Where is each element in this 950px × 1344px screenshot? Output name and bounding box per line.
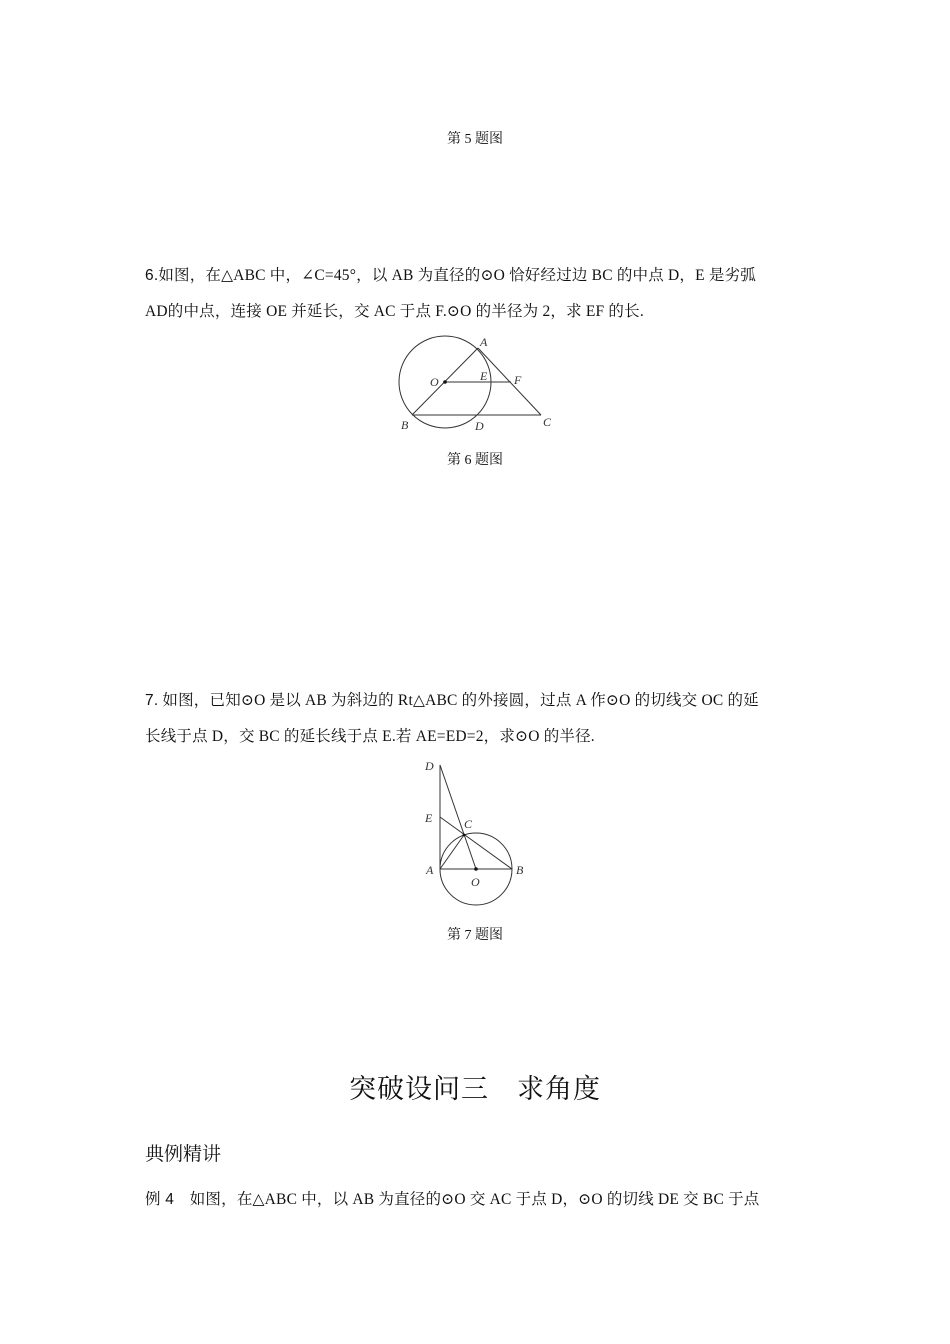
question-7: [145, 683, 815, 755]
fig6-label-a: A: [480, 335, 488, 349]
fig6-label-d: D: [475, 419, 484, 433]
fig6-label-b: B: [401, 418, 409, 432]
question-6-text-1: 如图，在△ABC 中，∠C=45°，以 AB 为直径的⊙O 恰好经过边 BC 的中点 D，E 是劣弧: [158, 267, 756, 284]
question-6: [145, 258, 815, 330]
question-7-line-2: 长线于点 D，交 BC 的延长线于点 E.若 AE=ED=2，求⊙O 的半径.: [145, 728, 595, 745]
figure-6-diagram: [390, 330, 565, 438]
question-7-number: 7.: [145, 692, 159, 709]
figure-7-caption: 第 7 题图: [447, 928, 503, 943]
figure-7-diagram: [415, 755, 535, 910]
section-title: 突破设问三 求角度: [349, 1074, 601, 1105]
fig7-label-e: E: [425, 811, 433, 825]
example-4: [145, 1182, 815, 1218]
fig6-label-f: F: [514, 373, 522, 387]
fig7-label-c: C: [464, 817, 473, 831]
fig6-label-e: E: [480, 369, 488, 383]
question-6-line-1: [145, 258, 815, 294]
fig7-label-a: A: [426, 863, 434, 877]
question-7-text-1: 如图，已知⊙O 是以 AB 为斜边的 Rt△ABC 的外接圆，过点 A 作⊙O 的切线交 OC 的延: [158, 692, 759, 709]
fig7-label-d: D: [425, 759, 434, 773]
figure-5-caption: 第 5 题图: [447, 132, 503, 147]
example-4-label: 例 4: [145, 1191, 175, 1208]
fig7-label-b: B: [516, 863, 524, 877]
fig6-label-o: O: [430, 375, 439, 389]
section-subtitle: 典例精讲: [145, 1143, 222, 1165]
question-6-number: 6.: [145, 267, 159, 284]
example-4-text: 如图，在△ABC 中，以 AB 为直径的⊙O 交 AC 于点 D，⊙O 的切线 DE 交 BC 于点: [174, 1191, 760, 1208]
question-6-line-2: AD的中点，连接 OE 并延长，交 AC 于点 F.⊙O 的半径为 2，求 EF 的长.: [145, 303, 644, 320]
question-7-line-1: [145, 683, 815, 719]
figure-6-caption: 第 6 题图: [447, 453, 503, 468]
fig6-label-c: C: [543, 415, 552, 429]
fig7-label-o: O: [471, 875, 480, 889]
